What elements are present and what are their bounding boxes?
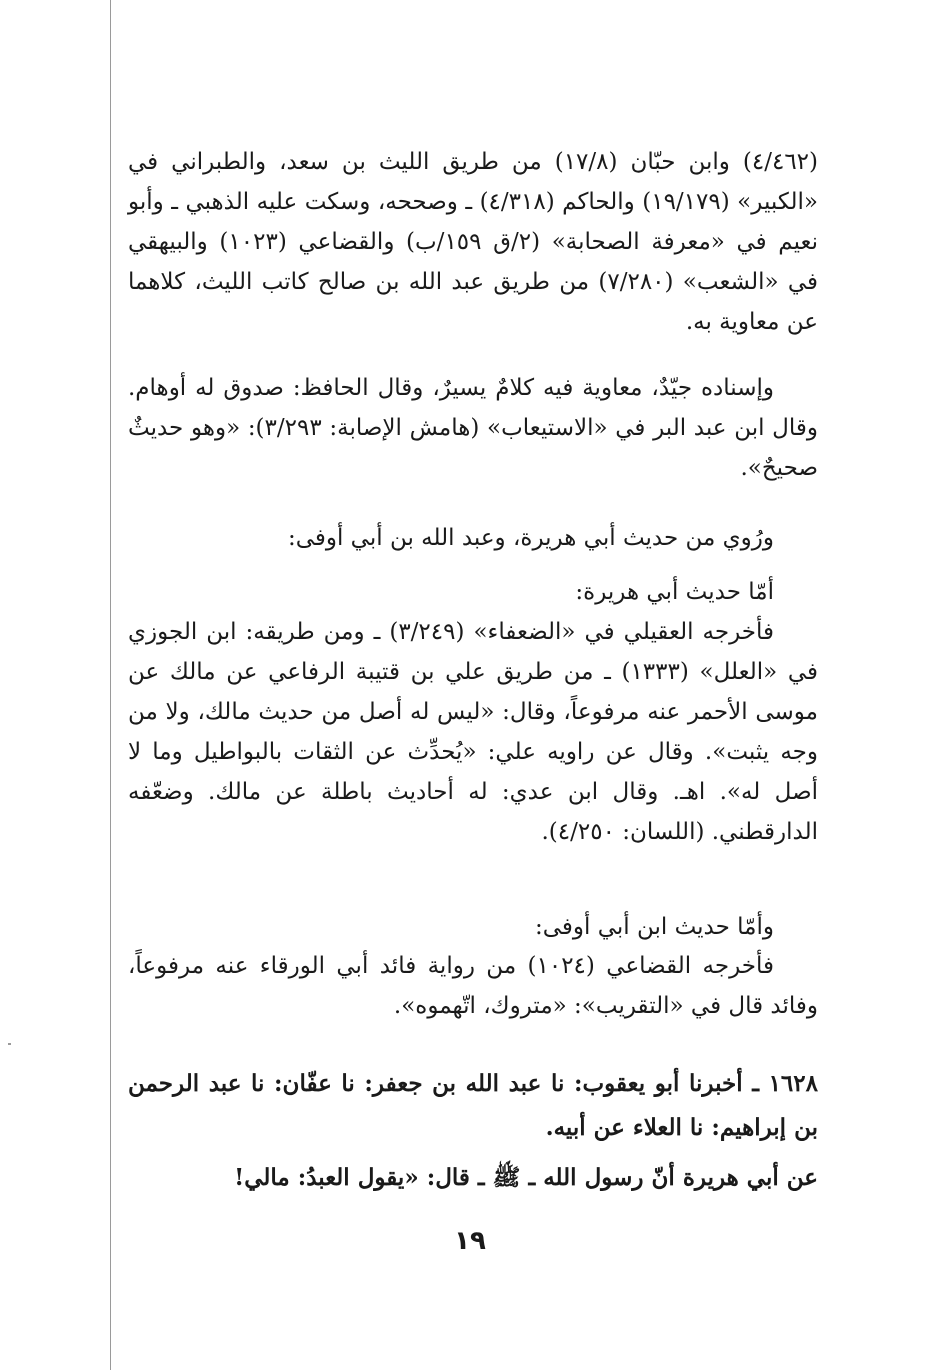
hadith-1628-isnad: ١٦٢٨ ـ أخبرنا أبو يعقوب: نا عبد الله بن جعفر: نا عفّان: نا عبد الرحمن بن إبراهيم: نا العلاء عن أبيه. — [128, 1070, 818, 1141]
page-binding-line — [110, 0, 111, 1370]
paragraph-ibn-abi-awfa-takhrij: فأخرجه القضاعي (١٠٢٤) من رواية فائد أبي الورقاء عنه مرفوعاً، وفائد قال في «التقريب»: «متروك، اتّهموه». — [128, 953, 818, 1019]
paragraph-isnad-assessment: وإسناده جيّدٌ، معاوية فيه كلامٌ يسيرٌ، وقال الحافظ: صدوق له أوهام. وقال ابن عبد البر في «الاستيعاب» (هامش الإصابة: ٣/٢٩٣): «وهو حديثٌ صحيحٌ». — [128, 375, 818, 481]
scan-artifact — [8, 1043, 11, 1045]
heading-ibn-abi-awfa: وأمّا حديث ابن أبي أوفى: — [534, 914, 774, 940]
paragraph-citations: (٤/٤٦٢) وابن حبّان (١٧/٨) من طريق الليث بن سعد، والطبراني في «الكبير» (١٩/١٧٩) والحاكم (٤/٣١٨) ـ وصححه، وسكت عليه الذهبي ـ وأبو نعيم في «معرفة الصحابة» (٢/ق ١٥٩/ب) والقضاعي (١٠٢٣) والبيهقي في «الشعب» (٧/٢٨٠) من طريق عبد الله بن صالح كاتب الليث، كلاهما عن معاوية به. — [128, 149, 819, 335]
hadith-1628-matn: عن أبي هريرة أنّ رسول الله ـ ﷺ ـ قال: «يقول العبدُ: مالي! — [234, 1164, 818, 1191]
heading-abu-hurayra: أمّا حديث أبي هريرة: — [575, 579, 774, 605]
paragraph-abu-hurayra-takhrij: فأخرجه العقيلي في «الضعفاء» (٣/٢٤٩) ـ ومن طريقه: ابن الجوزي في «العلل» (١٣٣٣) ـ من طريق علي بن قتيبة الرفاعي عن مالك عن موسى الأحمر عنه مرفوعاً، وقال: «ليس له أصل من حديث مالك، ولا من وجه يثبت». وقال عن راويه علي: «يُحدِّث عن الثقات بالبواطيل وما لا أصل له». اهـ. وقال ابن عدي: له أحاديث باطلة عن مالك. وضعّفه الدارقطني. (اللسان: ٤/٢٥٠). — [128, 619, 819, 845]
page-number: ١٩ — [454, 1226, 486, 1256]
paragraph-other-narrations: ورُوي من حديث أبي هريرة، وعبد الله بن أبي أوفى: — [287, 525, 774, 551]
